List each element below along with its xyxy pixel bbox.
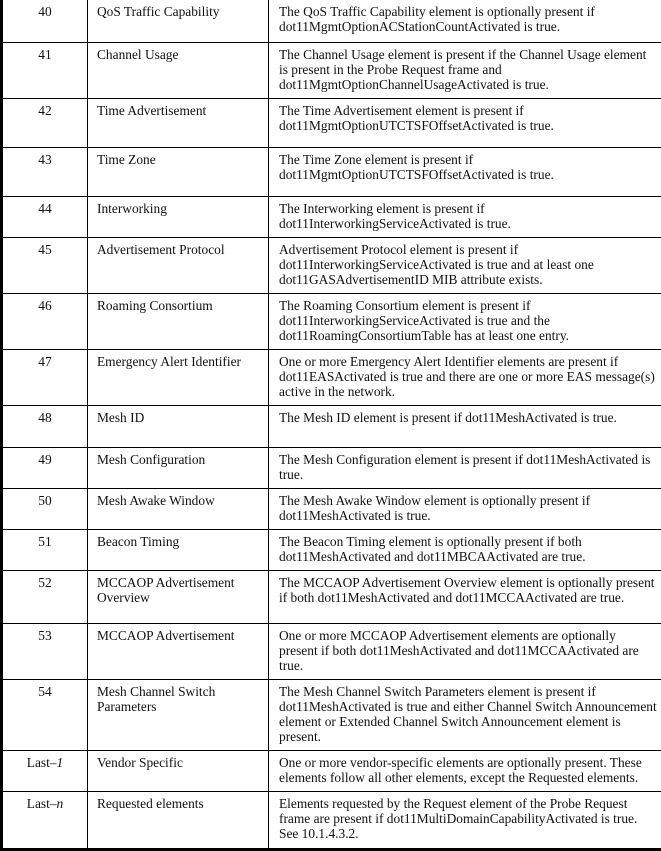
order-cell — [2, 237, 88, 293]
element-information-cell: The Interworking element is present if dot11InterworkingServiceActivated is true. — [269, 196, 661, 237]
order-cell — [2, 488, 88, 529]
order-cell — [2, 293, 88, 349]
order-value: Last– — [27, 796, 57, 811]
order-cell — [2, 147, 88, 196]
table-row — [2, 405, 661, 447]
order-value: 44 — [38, 201, 51, 216]
element-information-cell: Advertisement Protocol element is present if dot11InterworkingServiceActivated is true and at least one dot11GASAdvertisementID MIB attribute exists. — [269, 237, 661, 293]
order-value: 40 — [38, 4, 51, 19]
table-row — [2, 147, 661, 196]
order-value: Last– — [27, 755, 57, 770]
order-cell — [2, 0, 88, 42]
order-cell — [2, 405, 88, 447]
element-name-cell: Channel Usage — [88, 42, 269, 98]
order-cell — [2, 529, 88, 570]
table-body — [2, 0, 661, 849]
element-information-cell: One or more vendor-specific elements are optionally present. These elements follow all other elements, except the Requested elements. — [269, 750, 661, 791]
element-name-cell: Beacon Timing — [88, 529, 269, 570]
element-name-cell: Emergency Alert Identifier — [88, 349, 269, 405]
element-name-cell: Time Advertisement — [88, 98, 269, 147]
order-value: 45 — [38, 242, 51, 257]
table-row — [2, 42, 661, 98]
order-italic-suffix: 1 — [57, 755, 64, 770]
order-cell — [2, 750, 88, 791]
element-information-cell: One or more MCCAOP Advertisement elements are optionally present if both dot11MeshActivated and dot11MCCAActivated are true. — [269, 623, 661, 679]
table-row — [2, 529, 661, 570]
order-value: 52 — [38, 575, 51, 590]
order-value: 43 — [38, 152, 51, 167]
order-value: 42 — [38, 103, 51, 118]
table-row — [2, 98, 661, 147]
order-cell — [2, 447, 88, 488]
element-information-cell: The Mesh Configuration element is present if dot11MeshActivated is true. — [269, 447, 661, 488]
table-row — [2, 679, 661, 750]
order-value: 41 — [38, 47, 51, 62]
element-information-cell: The QoS Traffic Capability element is optionally present if dot11MgmtOptionACStationCountActivated is true. — [269, 0, 661, 42]
order-cell — [2, 196, 88, 237]
element-information-cell: The Beacon Timing element is optionally present if both dot11MeshActivated and dot11MBCAActivated are true. — [269, 529, 661, 570]
order-value: 46 — [38, 298, 51, 313]
element-name-cell: QoS Traffic Capability — [88, 0, 269, 42]
table-row — [2, 488, 661, 529]
element-information-cell: The Mesh ID element is present if dot11MeshActivated is true. — [269, 405, 661, 447]
table-row — [2, 570, 661, 623]
order-cell — [2, 98, 88, 147]
table-row — [2, 196, 661, 237]
element-information-cell: The Roaming Consortium element is present if dot11InterworkingServiceActivated is true and the dot11RoamingConsortiumTable has at least one entry. — [269, 293, 661, 349]
table-row — [2, 293, 661, 349]
order-value: 51 — [38, 534, 51, 549]
element-name-cell: Advertisement Protocol — [88, 237, 269, 293]
element-information-cell: The Channel Usage element is present if the Channel Usage element is present in the Probe Request frame and dot11MgmtOptionChannelUsageActivated is true. — [269, 42, 661, 98]
table-row — [2, 349, 661, 405]
order-cell — [2, 570, 88, 623]
element-name-cell: Interworking — [88, 196, 269, 237]
element-name-cell: Mesh Channel Switch Parameters — [88, 679, 269, 750]
element-name-cell: Vendor Specific — [88, 750, 269, 791]
order-cell — [2, 349, 88, 405]
table-row — [2, 791, 661, 849]
element-name-cell: Mesh ID — [88, 405, 269, 447]
order-value: 47 — [38, 354, 51, 369]
order-value: 49 — [38, 452, 51, 467]
order-cell — [2, 623, 88, 679]
order-cell — [2, 791, 88, 849]
order-cell — [2, 42, 88, 98]
order-value: 54 — [38, 684, 51, 699]
element-name-cell: MCCAOP Advertisement — [88, 623, 269, 679]
table-row — [2, 0, 661, 42]
table-row — [2, 623, 661, 679]
element-information-cell: One or more Emergency Alert Identifier elements are present if dot11EASActivated is true and there are one or more EAS message(s) active in the network. — [269, 349, 661, 405]
order-cell — [2, 679, 88, 750]
order-value: 50 — [38, 493, 51, 508]
order-value: 53 — [38, 628, 51, 643]
element-name-cell: MCCAOP Advertisement Overview — [88, 570, 269, 623]
table-row — [2, 750, 661, 791]
element-information-cell: The Time Advertisement element is present if dot11MgmtOptionUTCTSFOffsetActivated is true. — [269, 98, 661, 147]
element-information-cell: The MCCAOP Advertisement Overview element is optionally present if both dot11MeshActivated and dot11MCCAActivated are true. — [269, 570, 661, 623]
table-row — [2, 447, 661, 488]
element-information-cell: The Mesh Channel Switch Parameters element is present if dot11MeshActivated is true and either Channel Switch Announcement element or Extended Channel Switch Announcement element is present. — [269, 679, 661, 750]
element-name-cell: Time Zone — [88, 147, 269, 196]
element-information-cell: The Time Zone element is present if dot11MgmtOptionUTCTSFOffsetActivated is true. — [269, 147, 661, 196]
order-value: 48 — [38, 410, 51, 425]
element-name-cell: Requested elements — [88, 791, 269, 849]
element-information-cell: Elements requested by the Request element of the Probe Request frame are present if dot11MultiDomainCapabilityActivated is true. See 10.1.4.3.2. — [269, 791, 661, 849]
element-name-cell: Mesh Configuration — [88, 447, 269, 488]
order-italic-suffix: n — [57, 796, 64, 811]
element-name-cell: Mesh Awake Window — [88, 488, 269, 529]
element-name-cell: Roaming Consortium — [88, 293, 269, 349]
element-information-cell: The Mesh Awake Window element is optionally present if dot11MeshActivated is true. — [269, 488, 661, 529]
table-row — [2, 237, 661, 293]
